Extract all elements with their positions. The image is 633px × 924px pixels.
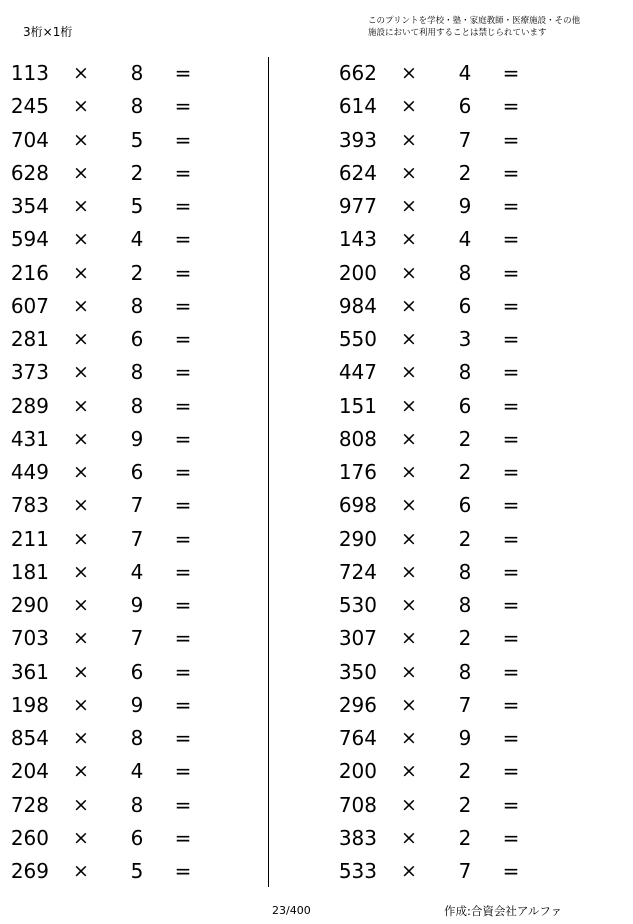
- multiplier: 8: [458, 559, 472, 584]
- multiply-sign: ×: [73, 594, 89, 616]
- multiply-sign: ×: [401, 427, 417, 450]
- multiplier: 6: [130, 327, 144, 351]
- equals-sign: =: [174, 327, 192, 351]
- multiplicand: 708: [338, 792, 377, 817]
- equals-sign: =: [174, 194, 192, 218]
- problem-row: [328, 290, 578, 323]
- multiply-sign: ×: [401, 594, 417, 616]
- problem-row: [328, 855, 578, 888]
- equals-sign: =: [174, 293, 192, 318]
- multiplicand: 113: [10, 61, 49, 85]
- multiplicand: 977: [338, 194, 377, 218]
- multiply-sign: ×: [401, 62, 417, 84]
- multiplicand: 281: [10, 327, 49, 351]
- multiplicand: 269: [10, 859, 49, 883]
- equals-sign: =: [502, 493, 520, 518]
- multiply-sign: ×: [401, 727, 417, 749]
- multiplicand: 594: [10, 227, 49, 252]
- multiplier: 9: [130, 593, 144, 617]
- multiplicand: 624: [338, 160, 377, 185]
- equals-sign: =: [174, 61, 192, 85]
- multiply-sign: ×: [73, 161, 89, 184]
- multiplicand: 431: [10, 426, 49, 451]
- equals-sign: =: [174, 360, 192, 385]
- multiply-sign: ×: [73, 128, 89, 151]
- equals-sign: =: [502, 426, 520, 451]
- equals-sign: =: [502, 160, 520, 185]
- multiplier: 9: [130, 426, 144, 451]
- multiplicand: 728: [10, 792, 49, 817]
- multiplicand: 200: [338, 260, 377, 285]
- multiplier: 6: [130, 659, 144, 684]
- multiplier: 2: [458, 759, 472, 784]
- multiply-sign: ×: [73, 627, 89, 650]
- problem-row: [0, 489, 250, 522]
- multiplicand: 151: [338, 393, 377, 418]
- multiplicand: 628: [10, 160, 49, 185]
- problem-row: [0, 722, 250, 755]
- problem-row: [0, 124, 250, 157]
- multiplicand: 698: [338, 493, 377, 518]
- problem-row: [328, 190, 578, 223]
- multiplier: 4: [130, 759, 144, 784]
- equals-sign: =: [502, 692, 520, 717]
- equals-sign: =: [502, 859, 520, 883]
- equals-sign: =: [174, 726, 192, 750]
- multiply-sign: ×: [73, 294, 89, 317]
- equals-sign: =: [502, 227, 520, 252]
- equals-sign: =: [502, 626, 520, 651]
- multiplicand: 783: [10, 493, 49, 518]
- equals-sign: =: [174, 759, 192, 784]
- multiplicand: 361: [10, 659, 49, 684]
- multiplier: 7: [130, 526, 144, 551]
- multiply-sign: ×: [73, 660, 89, 683]
- problem-row: [0, 689, 250, 722]
- multiply-sign: ×: [401, 328, 417, 350]
- multiply-sign: ×: [401, 195, 417, 217]
- multiply-sign: ×: [401, 261, 417, 284]
- multiplicand: 373: [10, 360, 49, 385]
- multiplier: 6: [458, 94, 472, 119]
- multiplier: 8: [130, 61, 144, 85]
- multiply-sign: ×: [73, 328, 89, 350]
- usage-notice-line-2: 施設において利用することは禁じられています: [368, 28, 547, 38]
- worksheet-title: 3桁×1桁: [23, 25, 73, 39]
- multiply-sign: ×: [73, 826, 89, 849]
- multiplicand: 200: [338, 759, 377, 784]
- multiply-sign: ×: [73, 261, 89, 284]
- problem-row: [0, 855, 250, 888]
- equals-sign: =: [174, 94, 192, 119]
- multiply-sign: ×: [401, 394, 417, 417]
- multiplier: 4: [458, 227, 472, 252]
- multiplier: 5: [130, 859, 144, 883]
- multiplier: 8: [130, 94, 144, 119]
- equals-sign: =: [502, 659, 520, 684]
- equals-sign: =: [502, 526, 520, 551]
- multiply-sign: ×: [401, 294, 417, 317]
- problem-row: [328, 722, 578, 755]
- multiplier: 7: [458, 692, 472, 717]
- problem-row: [0, 57, 250, 90]
- multiply-sign: ×: [401, 560, 417, 583]
- multiplicand: 383: [338, 825, 377, 850]
- multiply-sign: ×: [401, 527, 417, 550]
- problem-row: [0, 556, 250, 589]
- multiplier: 2: [458, 426, 472, 451]
- multiplicand: 662: [338, 61, 377, 85]
- problem-row: [328, 90, 578, 123]
- multiplier: 2: [458, 460, 472, 484]
- column-divider: [268, 57, 269, 887]
- multiplicand: 530: [338, 593, 377, 617]
- multiply-sign: ×: [401, 793, 417, 816]
- multiply-sign: ×: [73, 95, 89, 118]
- multiplier: 6: [458, 393, 472, 418]
- multiplicand: 550: [338, 327, 377, 351]
- multiplier: 8: [458, 593, 472, 617]
- problem-row: [0, 157, 250, 190]
- multiply-sign: ×: [73, 693, 89, 716]
- equals-sign: =: [502, 327, 520, 351]
- equals-sign: =: [174, 526, 192, 551]
- problem-row: [0, 523, 250, 556]
- multiply-sign: ×: [73, 560, 89, 583]
- equals-sign: =: [502, 360, 520, 385]
- equals-sign: =: [502, 726, 520, 750]
- author-credit: 作成:合資会社アルファ: [444, 904, 563, 918]
- multiplicand: 808: [338, 426, 377, 451]
- equals-sign: =: [174, 227, 192, 252]
- problem-row: [328, 789, 578, 822]
- multiply-sign: ×: [401, 361, 417, 384]
- multiply-sign: ×: [73, 727, 89, 749]
- equals-sign: =: [502, 94, 520, 119]
- multiply-sign: ×: [73, 860, 89, 882]
- equals-sign: =: [502, 293, 520, 318]
- multiplier: 9: [458, 194, 472, 218]
- multiplier: 2: [458, 825, 472, 850]
- multiplier: 9: [458, 726, 472, 750]
- equals-sign: =: [174, 593, 192, 617]
- equals-sign: =: [502, 393, 520, 418]
- equals-sign: =: [502, 825, 520, 850]
- multiply-sign: ×: [401, 494, 417, 517]
- multiply-sign: ×: [73, 228, 89, 251]
- problem-row: [0, 223, 250, 256]
- equals-sign: =: [174, 393, 192, 418]
- multiplier: 6: [130, 460, 144, 484]
- equals-sign: =: [174, 859, 192, 883]
- problem-row: [328, 589, 578, 622]
- problem-row: [0, 390, 250, 423]
- problem-row: [328, 423, 578, 456]
- multiply-sign: ×: [73, 793, 89, 816]
- problem-row: [328, 523, 578, 556]
- multiplicand: 245: [10, 94, 49, 119]
- multiplier: 4: [130, 559, 144, 584]
- problem-row: [0, 323, 250, 356]
- multiplicand: 143: [338, 227, 377, 252]
- problem-row: [0, 423, 250, 456]
- problem-row: [328, 556, 578, 589]
- multiplicand: 703: [10, 626, 49, 651]
- problem-row: [328, 124, 578, 157]
- problem-row: [328, 689, 578, 722]
- usage-notice-line-1: このプリントを学校・塾・家庭教師・医療施設・その他: [368, 16, 581, 26]
- multiplicand: 350: [338, 659, 377, 684]
- problem-row: [0, 822, 250, 855]
- problem-row: [328, 356, 578, 389]
- multiplier: 7: [130, 626, 144, 651]
- multiplier: 7: [130, 493, 144, 518]
- multiplier: 2: [458, 626, 472, 651]
- problem-row: [328, 390, 578, 423]
- multiplier: 6: [458, 493, 472, 518]
- multiplier: 2: [458, 526, 472, 551]
- multiply-sign: ×: [73, 427, 89, 450]
- equals-sign: =: [174, 160, 192, 185]
- multiplier: 8: [130, 792, 144, 817]
- multiplier: 5: [130, 194, 144, 218]
- equals-sign: =: [502, 127, 520, 152]
- problem-row: [328, 57, 578, 90]
- multiplicand: 607: [10, 293, 49, 318]
- equals-sign: =: [502, 194, 520, 218]
- multiplier: 7: [458, 127, 472, 152]
- problem-row: [0, 257, 250, 290]
- multiply-sign: ×: [73, 527, 89, 550]
- multiplicand: 724: [338, 559, 377, 584]
- multiplicand: 211: [10, 526, 49, 551]
- multiplicand: 296: [338, 692, 377, 717]
- multiplicand: 198: [10, 692, 49, 717]
- multiply-sign: ×: [73, 394, 89, 417]
- equals-sign: =: [174, 626, 192, 651]
- multiplier: 2: [130, 160, 144, 185]
- multiply-sign: ×: [401, 860, 417, 882]
- usage-notice: [368, 15, 580, 39]
- problem-row: [328, 456, 578, 489]
- multiplicand: 176: [338, 460, 377, 484]
- multiply-sign: ×: [401, 760, 417, 783]
- multiplicand: 533: [338, 859, 377, 883]
- multiplicand: 260: [10, 825, 49, 850]
- multiply-sign: ×: [73, 760, 89, 783]
- multiplier: 8: [130, 393, 144, 418]
- multiply-sign: ×: [401, 693, 417, 716]
- equals-sign: =: [502, 61, 520, 85]
- multiply-sign: ×: [73, 494, 89, 517]
- problem-row: [0, 622, 250, 655]
- multiplicand: 704: [10, 127, 49, 152]
- multiply-sign: ×: [401, 228, 417, 251]
- equals-sign: =: [174, 460, 192, 484]
- equals-sign: =: [174, 559, 192, 584]
- multiplier: 5: [130, 127, 144, 152]
- problem-row: [328, 257, 578, 290]
- multiplier: 7: [458, 859, 472, 883]
- multiply-sign: ×: [401, 660, 417, 683]
- multiplier: 8: [458, 260, 472, 285]
- multiplicand: 290: [10, 593, 49, 617]
- problem-row: [0, 290, 250, 323]
- multiply-sign: ×: [401, 95, 417, 118]
- problem-row: [0, 755, 250, 788]
- multiplicand: 764: [338, 726, 377, 750]
- multiplicand: 204: [10, 759, 49, 784]
- problem-row: [328, 223, 578, 256]
- equals-sign: =: [502, 593, 520, 617]
- problem-row: [328, 822, 578, 855]
- equals-sign: =: [502, 559, 520, 584]
- problem-row: [328, 157, 578, 190]
- equals-sign: =: [502, 460, 520, 484]
- problem-row: [328, 656, 578, 689]
- multiplier: 2: [458, 792, 472, 817]
- equals-sign: =: [174, 792, 192, 817]
- problem-row: [0, 356, 250, 389]
- multiplier: 8: [130, 360, 144, 385]
- multiplicand: 854: [10, 726, 49, 750]
- multiplicand: 449: [10, 460, 49, 484]
- problem-row: [0, 456, 250, 489]
- multiplicand: 181: [10, 559, 49, 584]
- multiplier: 8: [458, 360, 472, 385]
- problem-row: [0, 789, 250, 822]
- equals-sign: =: [174, 659, 192, 684]
- multiply-sign: ×: [401, 128, 417, 151]
- multiplicand: 984: [338, 293, 377, 318]
- equals-sign: =: [502, 260, 520, 285]
- multiplicand: 216: [10, 260, 49, 285]
- problem-row: [0, 190, 250, 223]
- multiplicand: 393: [338, 127, 377, 152]
- multiplier: 8: [130, 726, 144, 750]
- problem-row: [0, 90, 250, 123]
- problem-row: [0, 589, 250, 622]
- problem-row: [328, 622, 578, 655]
- multiply-sign: ×: [401, 161, 417, 184]
- equals-sign: =: [174, 825, 192, 850]
- multiply-sign: ×: [73, 62, 89, 84]
- problem-row: [328, 755, 578, 788]
- equals-sign: =: [174, 692, 192, 717]
- problem-row: [328, 323, 578, 356]
- multiplier: 4: [130, 227, 144, 252]
- problem-row: [0, 656, 250, 689]
- multiplier: 8: [458, 659, 472, 684]
- equals-sign: =: [174, 127, 192, 152]
- problem-row: [328, 489, 578, 522]
- equals-sign: =: [502, 759, 520, 784]
- left-problem-column: [0, 57, 250, 888]
- multiply-sign: ×: [401, 461, 417, 483]
- equals-sign: =: [174, 260, 192, 285]
- multiply-sign: ×: [401, 826, 417, 849]
- multiply-sign: ×: [401, 627, 417, 650]
- multiplicand: 447: [338, 360, 377, 385]
- multiplicand: 290: [338, 526, 377, 551]
- multiplicand: 307: [338, 626, 377, 651]
- equals-sign: =: [502, 792, 520, 817]
- multiplicand: 354: [10, 194, 49, 218]
- multiply-sign: ×: [73, 361, 89, 384]
- multiplier: 8: [130, 293, 144, 318]
- page-number: 23/400: [272, 904, 311, 917]
- multiply-sign: ×: [73, 461, 89, 483]
- multiplier: 9: [130, 692, 144, 717]
- equals-sign: =: [174, 493, 192, 518]
- right-problem-column: [328, 57, 578, 888]
- multiplier: 2: [130, 260, 144, 285]
- multiplier: 6: [130, 825, 144, 850]
- multiplicand: 614: [338, 94, 377, 119]
- multiplier: 4: [458, 61, 472, 85]
- multiplicand: 289: [10, 393, 49, 418]
- multiply-sign: ×: [73, 195, 89, 217]
- multiplier: 2: [458, 160, 472, 185]
- multiplier: 3: [458, 327, 472, 351]
- multiplier: 6: [458, 293, 472, 318]
- equals-sign: =: [174, 426, 192, 451]
